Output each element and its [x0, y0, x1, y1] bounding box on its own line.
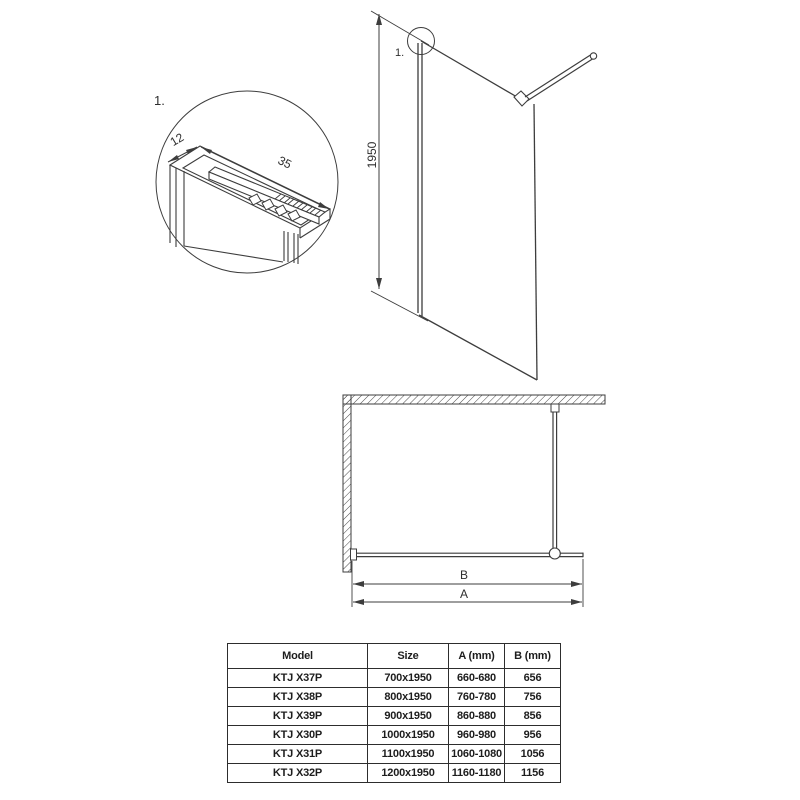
- col-header-b-mm: B (mm): [505, 644, 561, 669]
- spec-cell: KTJ X39P: [228, 707, 368, 726]
- glass-panel-outline: [418, 41, 537, 380]
- spec-cell: 756: [505, 688, 561, 707]
- spec-cell: 660-680: [449, 669, 505, 688]
- plan-support-bar: [549, 404, 560, 559]
- spec-cell: 760-780: [449, 688, 505, 707]
- spec-cell: 1060-1080: [449, 745, 505, 764]
- front-view: [365, 11, 597, 380]
- table-row: [228, 688, 561, 707]
- spec-table: [227, 643, 561, 783]
- plan-bar-wall-bracket: [551, 404, 559, 412]
- spec-cell: 900x1950: [368, 707, 449, 726]
- height-dimension-value: 1950: [365, 141, 379, 169]
- spec-cell: 1156: [505, 764, 561, 783]
- dimension-35-value: 35: [275, 153, 294, 172]
- col-header-size: Size: [368, 644, 449, 669]
- table-row: [228, 764, 561, 783]
- table-row: [228, 745, 561, 764]
- dimension-a-label: A: [459, 587, 469, 601]
- spec-cell: 700x1950: [368, 669, 449, 688]
- dimension-b-label: B: [459, 568, 469, 582]
- bar-glass-fitting: [514, 91, 529, 106]
- spec-cell: 856: [505, 707, 561, 726]
- dimension-a: [353, 587, 582, 605]
- col-header-a-mm: A (mm): [449, 644, 505, 669]
- plan-wall-profile: [351, 549, 357, 560]
- plan-wall-left: [343, 395, 351, 572]
- spec-cell: 956: [505, 726, 561, 745]
- table-row: [228, 707, 561, 726]
- col-header-model: Model: [228, 644, 368, 669]
- spec-cell: 656: [505, 669, 561, 688]
- plan-wall-top: [343, 395, 605, 404]
- spec-cell: 860-880: [449, 707, 505, 726]
- spec-cell: 1056: [505, 745, 561, 764]
- support-bar: [514, 53, 597, 106]
- bar-wall-cap: [590, 53, 596, 59]
- spec-cell: KTJ X30P: [228, 726, 368, 745]
- plan-view: [343, 395, 605, 607]
- spec-cell: KTJ X32P: [228, 764, 368, 783]
- spec-cell: 1000x1950: [368, 726, 449, 745]
- profile-isometric: [170, 146, 330, 264]
- table-row: [228, 726, 561, 745]
- spec-cell: 1160-1180: [449, 764, 505, 783]
- dimension-12-value: 12: [167, 130, 187, 150]
- spec-cell: 960-980: [449, 726, 505, 745]
- plan-bar-glass-clamp: [549, 548, 560, 559]
- plan-glass-panel: [351, 549, 584, 560]
- spec-cell: KTJ X38P: [228, 688, 368, 707]
- table-row: [228, 669, 561, 688]
- spec-cell: KTJ X31P: [228, 745, 368, 764]
- detail-callout-ref: 1.: [395, 47, 405, 59]
- spec-table-header-row: [228, 644, 561, 669]
- spec-cell: 1100x1950: [368, 745, 449, 764]
- spec-cell: 1200x1950: [368, 764, 449, 783]
- spec-cell: 800x1950: [368, 688, 449, 707]
- spec-cell: KTJ X37P: [228, 669, 368, 688]
- detail-view: [154, 91, 338, 273]
- detail-callout-label: 1.: [154, 93, 165, 108]
